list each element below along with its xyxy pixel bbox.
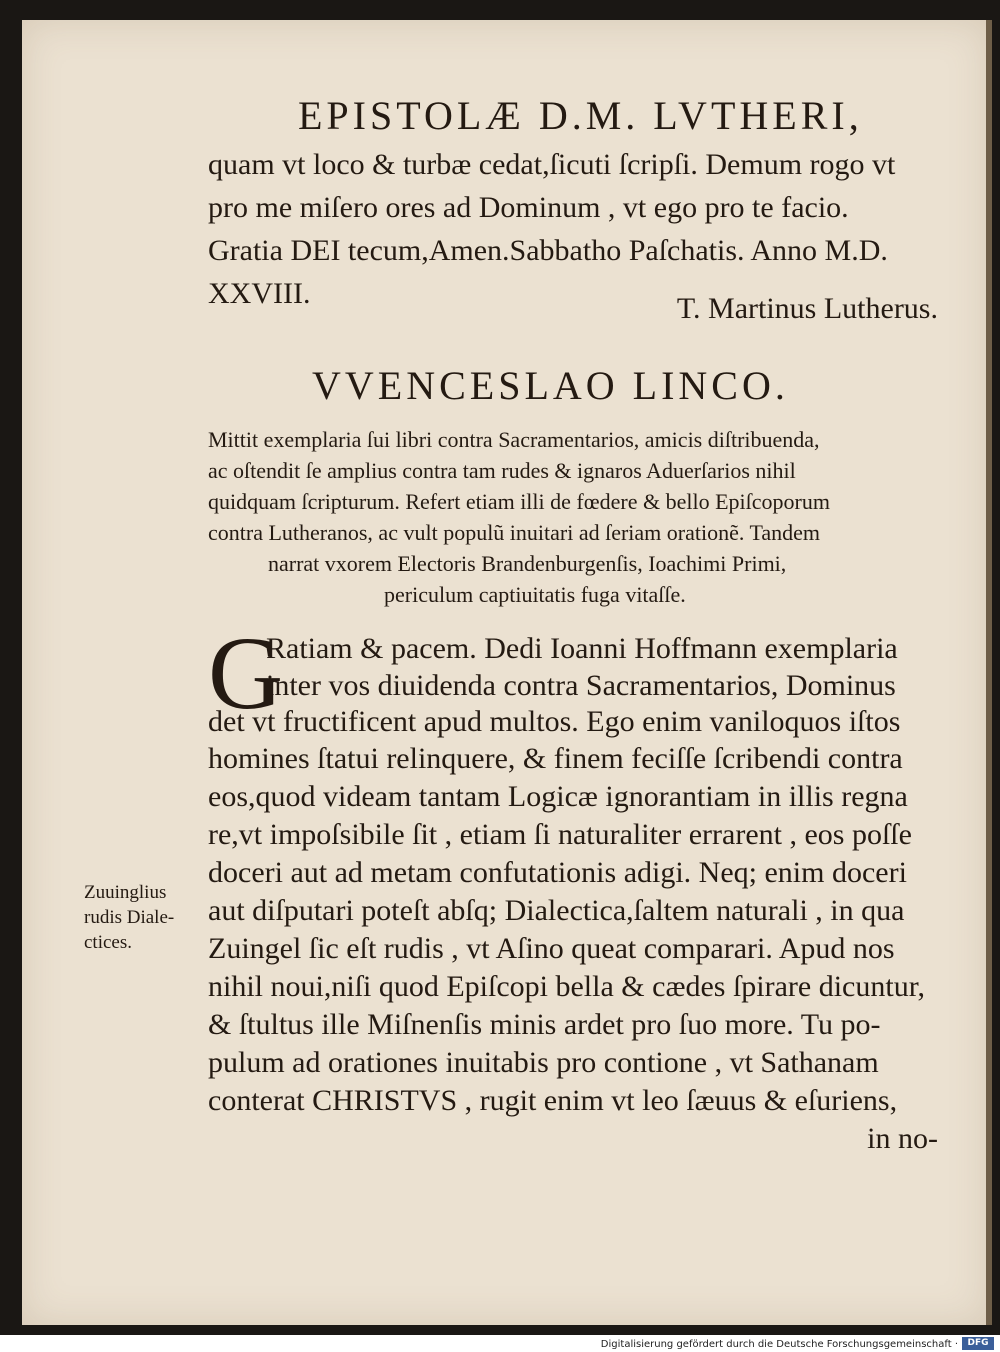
summary-line: Mittit exemplaria ſui libri contra Sacramentarios, amicis diſtribuenda, — [208, 427, 820, 452]
running-title: EPISTOLÆ D.M. LVTHERI, — [298, 93, 863, 138]
prev-letter-line: XXVIII. — [208, 277, 311, 310]
body-line: re,vt impoſsibile ſit , etiam ſi naturaliter errarent , eos poſſe — [208, 818, 912, 851]
body-line: Zuingel ſic eſt rudis , vt Aſino queat comparari. Apud nos — [208, 932, 895, 965]
summary-line: ac oſtendit ſe amplius contra tam rudes & ignaros Aduerſarios nihil — [208, 458, 796, 483]
prev-letter-line: quam vt loco & turbæ cedat,ſicuti ſcripſi. Demum rogo vt — [208, 148, 896, 181]
summary-line: quidquam ſcripturum. Refert etiam illi de fœdere & bello Epiſcoporum — [208, 489, 830, 514]
margin-note-line: Zuuinglius — [84, 882, 167, 903]
body-line: det vt fructificent apud multos. Ego enim vaniloquos iſtos — [208, 705, 901, 738]
margin-note — [84, 880, 174, 955]
body-line: aut diſputari poteſt abſq; Dialectica,ſaltem naturali , in qua — [208, 894, 905, 927]
summary-line: narrat vxorem Electoris Brandenburgenſis, Ioachimi Primi, — [268, 551, 787, 576]
body-line: Ratiam & pacem. Dedi Ioanni Hoffmann exemplaria — [266, 632, 898, 665]
margin-note-line: ctices. — [84, 932, 133, 953]
summary-line: periculum captiuitatis fuga vitaſſe. — [384, 582, 686, 607]
prev-letter-line: Gratia DEI tecum,Amen.Sabbatho Paſchatis. Anno M.D. — [208, 234, 888, 267]
signature: T. Martinus Lutherus. — [676, 292, 938, 325]
prev-letter-line: pro me miſero ores ad Dominum , vt ego pro te facio. — [208, 191, 849, 224]
body-line: conterat CHRISTVS , rugit enim vt leo ſæuus & eſuriens, — [208, 1084, 898, 1117]
page-edge — [986, 20, 992, 1325]
body-line: homines ſtatui relinquere, & finem feciſſe ſcribendi contra — [208, 742, 903, 775]
digitization-credit: Digitalisierung gefördert durch die Deutsche Forschungsgemeinschaft · — [600, 1339, 958, 1350]
dfg-logo: DFG — [962, 1337, 994, 1350]
body-line: inter vos diuidenda contra Sacramentarios, Dominus — [266, 669, 896, 702]
body-line: & ſtultus ille Miſnenſis minis ardet pro ſuo more. Tu po- — [208, 1008, 881, 1041]
margin-note-line: rudis Diale- — [84, 907, 175, 928]
body-line: eos,quod videam tantam Logicæ ignorantiam in illis regna — [208, 780, 908, 813]
body-line: pulum ad orationes inuitabis pro contione , vt Sathanam — [208, 1046, 879, 1079]
summary-line: contra Lutheranos, ac vult populũ inuitari ad ſeriam orationẽ. Tandem — [208, 520, 821, 545]
catchword: in no- — [867, 1122, 938, 1155]
drop-cap: G — [208, 616, 284, 731]
body-line: nihil noui,niſi quod Epiſcopi bella & cædes ſpirare dicuntur, — [208, 970, 925, 1003]
body-line: doceri aut ad metam confutationis adigi. Neq; enim doceri — [208, 856, 907, 889]
letter-title: VVENCESLAO LINCO. — [312, 363, 789, 408]
